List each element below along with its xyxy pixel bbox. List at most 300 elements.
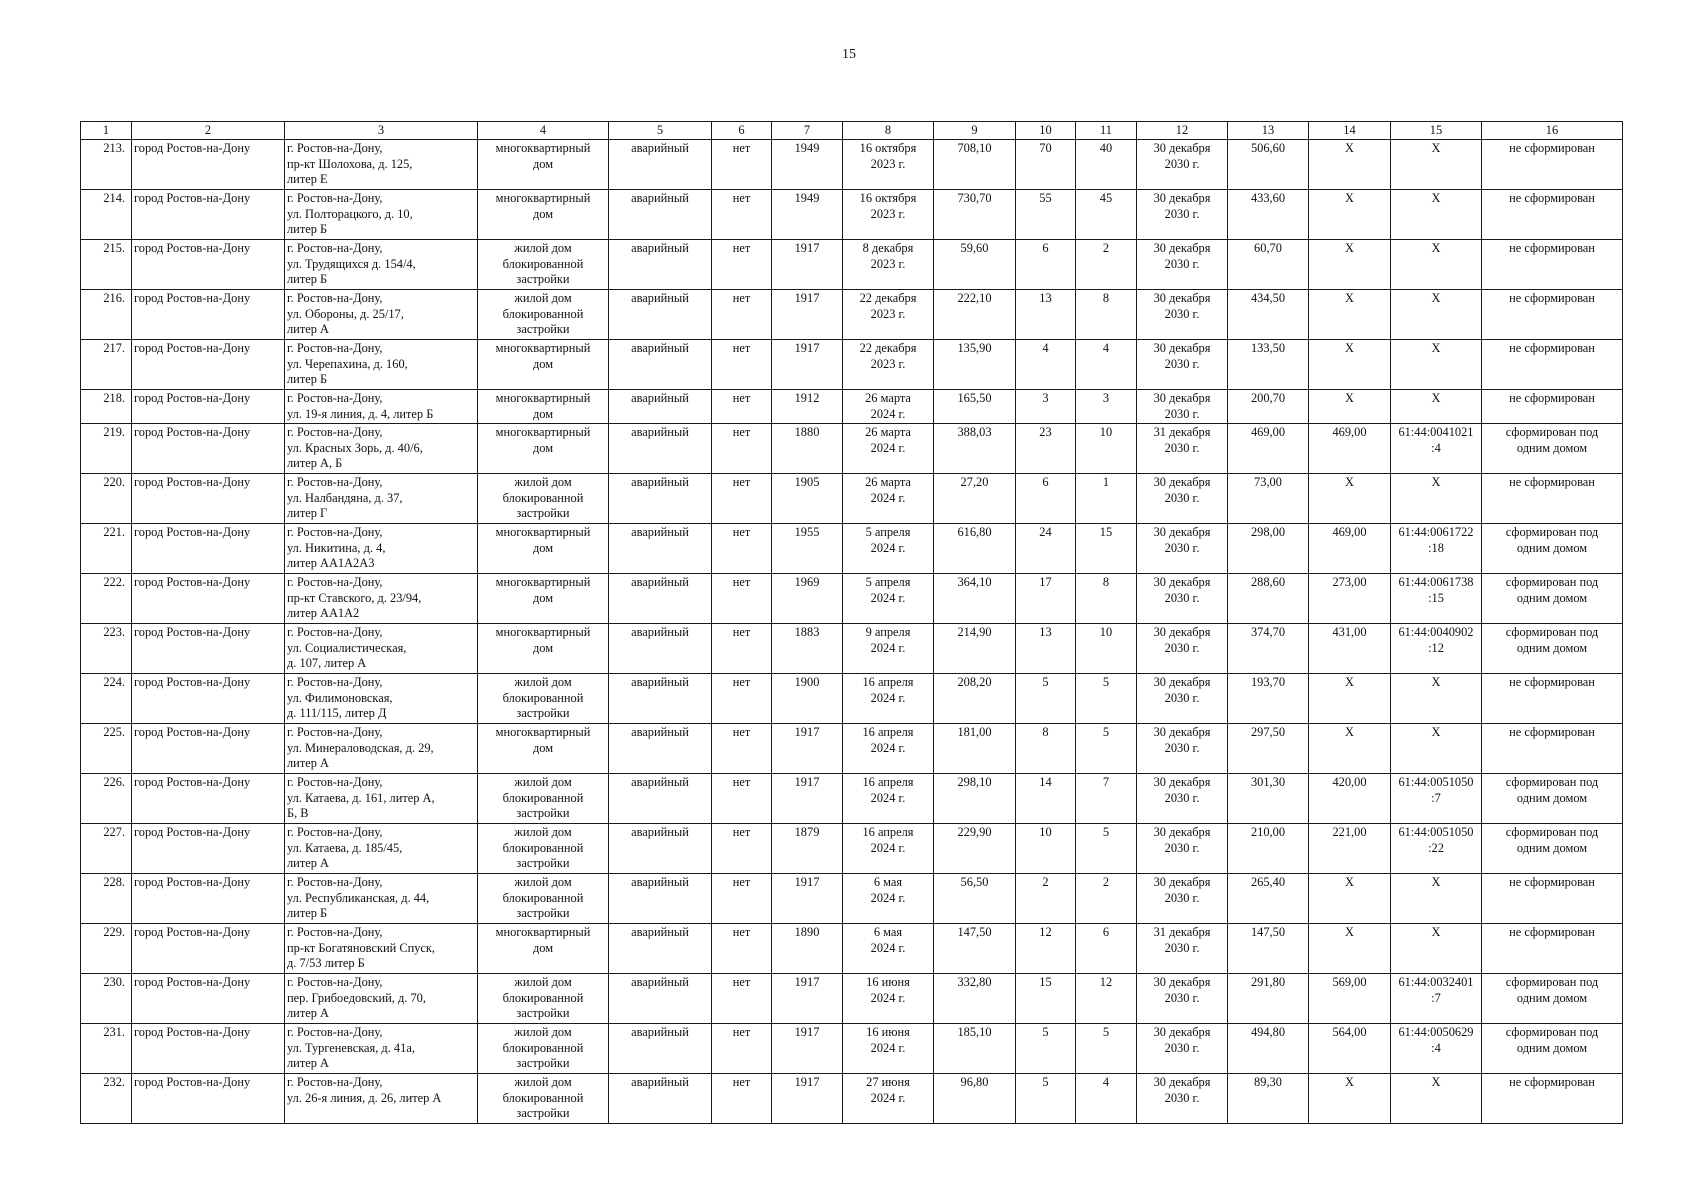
condition-cell: аварийный [609,424,712,474]
deadline-cell-line: 30 декабря [1153,875,1211,889]
cadastral-number-cell [1391,974,1482,1024]
count-cell-10: 12 [1016,924,1076,974]
house-type-cell-line: блокированной [502,690,584,705]
deadline-cell [1137,190,1228,240]
land-plot-status-cell [1482,874,1623,924]
count-cell-11: 40 [1076,140,1137,190]
recognition-date-cell [843,824,934,874]
row-number-cell: 214. [81,190,132,240]
house-type-cell-line: дом [532,156,554,171]
value-cell-14: X [1309,924,1391,974]
count-cell-11: 10 [1076,624,1137,674]
table-row [81,974,1623,1024]
deadline-cell-line: 2030 г. [1164,256,1200,271]
year-cell: 1917 [772,974,843,1024]
land-plot-status-cell-line: сформирован под [1505,575,1599,589]
deadline-cell [1137,424,1228,474]
value-cell-14: 469,00 [1309,524,1391,574]
address-cell-line: ул. Филимоновская, [287,690,393,705]
address-cell [285,524,478,574]
condition-cell: аварийный [609,140,712,190]
row-number-cell: 220. [81,474,132,524]
address-cell-line: литер Б [287,222,328,236]
value-cell-13: 200,70 [1228,390,1309,424]
year-cell: 1917 [772,290,843,340]
value-cell-14: X [1309,724,1391,774]
year-cell: 1917 [772,724,843,774]
municipality-cell: город Ростов-на-Дону [132,140,285,190]
condition-cell: аварийный [609,240,712,290]
recognition-date-cell [843,724,934,774]
condition-cell: аварийный [609,290,712,340]
column-number-header: 15 [1391,122,1482,140]
deadline-cell-line: 30 декабря [1153,341,1211,355]
house-type-cell [478,340,609,390]
house-type-cell-line: застройки [516,1106,570,1120]
address-cell-line: г. Ростов-на-Дону, [287,875,383,889]
address-cell-line: г. Ростов-на-Дону, [287,925,383,939]
area-cell: 96,80 [934,1074,1016,1124]
recognition-date-cell-line: 2024 г. [870,990,906,1005]
land-plot-status-cell [1482,624,1623,674]
house-type-cell [478,1074,609,1124]
house-type-cell-line: блокированной [502,1090,584,1105]
column-number-header: 9 [934,122,1016,140]
deadline-cell-line: 2030 г. [1164,156,1200,171]
condition-cell: аварийный [609,524,712,574]
address-cell-line: литер А [287,756,329,770]
area-cell: 165,50 [934,390,1016,424]
count-cell-10: 6 [1016,240,1076,290]
cadastral-number-cell [1391,390,1482,424]
year-cell: 1917 [772,1024,843,1074]
condition-cell: аварийный [609,340,712,390]
deadline-cell [1137,574,1228,624]
house-type-cell-line: блокированной [502,990,584,1005]
address-cell-line: ул. Красных Зорь, д. 40/6, [287,440,423,455]
house-type-cell-line: многоквартирный [495,525,591,539]
house-type-cell-line: дом [532,740,554,755]
cadastral-number-cell [1391,624,1482,674]
area-cell: 616,80 [934,524,1016,574]
recognition-date-cell [843,140,934,190]
cadastral-number-cell-line: 61:44:0051050 [1398,825,1474,839]
column-number-row [81,122,1623,140]
recognition-date-cell-line: 2024 г. [870,840,906,855]
deadline-cell-line: 2030 г. [1164,940,1200,955]
address-cell [285,424,478,474]
municipality-cell: город Ростов-на-Дону [132,240,285,290]
land-plot-status-cell [1482,574,1623,624]
house-type-cell [478,924,609,974]
land-plot-status-cell-line: не сформирован [1509,925,1595,939]
flag-cell: нет [712,824,772,874]
cadastral-number-cell [1391,924,1482,974]
land-plot-status-cell [1482,140,1623,190]
cadastral-number-cell-line: X [1431,241,1441,255]
recognition-date-cell [843,1074,934,1124]
address-cell-line: г. Ростов-на-Дону, [287,191,383,205]
cadastral-number-cell [1391,1024,1482,1074]
municipality-cell: город Ростов-на-Дону [132,674,285,724]
count-cell-11: 12 [1076,974,1137,1024]
address-cell-line: ул. Республиканская, д. 44, [287,890,430,905]
land-plot-status-cell-line: не сформирован [1509,191,1595,205]
land-plot-status-cell-line: одним домом [1516,540,1588,555]
deadline-cell-line: 2030 г. [1164,206,1200,221]
house-type-cell-line: жилой дом [514,775,572,789]
house-type-cell [478,140,609,190]
flag-cell: нет [712,574,772,624]
address-cell-line: г. Ростов-на-Дону, [287,341,383,355]
municipality-cell: город Ростов-на-Дону [132,724,285,774]
cadastral-number-cell [1391,190,1482,240]
house-type-cell-line: застройки [516,906,570,920]
row-number-cell: 219. [81,424,132,474]
land-plot-status-cell-line: не сформирован [1509,875,1595,889]
address-cell [285,474,478,524]
condition-cell: аварийный [609,674,712,724]
area-cell: 214,90 [934,624,1016,674]
cadastral-number-cell-line: 61:44:0041021 [1398,425,1474,439]
house-type-cell-line: застройки [516,322,570,336]
cadastral-number-cell-line: X [1431,191,1441,205]
house-type-cell-line: дом [532,640,554,655]
recognition-date-cell-line: 6 мая [873,925,903,939]
column-number-header: 5 [609,122,712,140]
house-type-cell-line: застройки [516,1006,570,1020]
recognition-date-cell [843,290,934,340]
count-cell-10: 5 [1016,674,1076,724]
address-cell [285,1024,478,1074]
deadline-cell-line: 2030 г. [1164,306,1200,321]
recognition-date-cell-line: 2024 г. [870,640,906,655]
house-type-cell-line: блокированной [502,790,584,805]
value-cell-13: 210,00 [1228,824,1309,874]
condition-cell: аварийный [609,774,712,824]
house-type-cell-line: застройки [516,806,570,820]
count-cell-10: 3 [1016,390,1076,424]
house-type-cell [478,424,609,474]
house-type-cell-line: многоквартирный [495,925,591,939]
house-type-cell [478,390,609,424]
house-type-cell [478,624,609,674]
address-cell-line: литер Е [287,172,328,186]
recognition-date-cell-line: 2024 г. [870,1040,906,1055]
area-cell: 185,10 [934,1024,1016,1074]
address-cell-line: г. Ростов-на-Дону, [287,475,383,489]
recognition-date-cell-line: 2023 г. [870,156,906,171]
column-number-header: 11 [1076,122,1137,140]
deadline-cell-line: 2030 г. [1164,490,1200,505]
address-cell [285,574,478,624]
cadastral-number-cell-line: X [1431,475,1441,489]
address-cell-line: ул. 26-я линия, д. 26, литер А [287,1090,442,1105]
table-row [81,674,1623,724]
land-plot-status-cell-line: сформирован под [1505,525,1599,539]
house-type-cell-line: дом [532,440,554,455]
recognition-date-cell-line: 2024 г. [870,740,906,755]
address-cell [285,190,478,240]
row-number-cell: 232. [81,1074,132,1124]
land-plot-status-cell [1482,424,1623,474]
municipality-cell: город Ростов-на-Дону [132,424,285,474]
count-cell-10: 23 [1016,424,1076,474]
count-cell-11: 5 [1076,824,1137,874]
cadastral-number-cell-line: X [1431,391,1441,405]
count-cell-10: 5 [1016,1074,1076,1124]
value-cell-13: 73,00 [1228,474,1309,524]
flag-cell: нет [712,724,772,774]
deadline-cell-line: 2030 г. [1164,890,1200,905]
address-cell-line: литер А [287,322,329,336]
recognition-date-cell-line: 16 октября [859,191,917,205]
count-cell-11: 2 [1076,240,1137,290]
year-cell: 1917 [772,1074,843,1124]
value-cell-13: 291,80 [1228,974,1309,1024]
address-cell-line: литер А [287,856,329,870]
row-number-cell: 225. [81,724,132,774]
cadastral-number-cell [1391,340,1482,390]
recognition-date-cell-line: 2023 г. [870,206,906,221]
deadline-cell-line: 2030 г. [1164,990,1200,1005]
flag-cell: нет [712,974,772,1024]
value-cell-14: X [1309,390,1391,424]
deadline-cell [1137,674,1228,724]
deadline-cell [1137,290,1228,340]
address-cell-line: д. 107, литер А [287,656,367,670]
house-type-cell [478,524,609,574]
house-type-cell-line: жилой дом [514,241,572,255]
land-plot-status-cell-line: не сформирован [1509,341,1595,355]
deadline-cell [1137,724,1228,774]
house-type-cell [478,240,609,290]
column-number-header: 8 [843,122,934,140]
address-cell-line: литер Б [287,272,328,286]
recognition-date-cell [843,474,934,524]
area-cell: 59,60 [934,240,1016,290]
deadline-cell-line: 31 декабря [1153,425,1211,439]
recognition-date-cell [843,424,934,474]
value-cell-14: X [1309,474,1391,524]
house-type-cell-line: многоквартирный [495,725,591,739]
address-cell [285,1074,478,1124]
count-cell-11: 45 [1076,190,1137,240]
cadastral-number-cell-line: 61:44:0050629 [1398,1025,1474,1039]
house-type-cell-line: жилой дом [514,975,572,989]
address-cell-line: ул. Катаева, д. 161, литер А, [287,790,435,805]
cadastral-number-cell-line: 61:44:0061722 [1398,525,1474,539]
municipality-cell: город Ростов-на-Дону [132,774,285,824]
house-type-cell [478,674,609,724]
deadline-cell-line: 30 декабря [1153,625,1211,639]
house-type-cell [478,290,609,340]
count-cell-10: 13 [1016,290,1076,340]
cadastral-number-cell-line: 61:44:0061738 [1398,575,1474,589]
value-cell-13: 60,70 [1228,240,1309,290]
column-number-header: 10 [1016,122,1076,140]
land-plot-status-cell [1482,724,1623,774]
row-number-cell: 213. [81,140,132,190]
table-row [81,874,1623,924]
column-number-header: 4 [478,122,609,140]
address-cell-line: литер Г [287,506,328,520]
row-number-cell: 221. [81,524,132,574]
year-cell: 1917 [772,874,843,924]
address-cell-line: ул. Тургеневская, д. 41а, [287,1040,415,1055]
house-type-cell [478,190,609,240]
value-cell-14: X [1309,140,1391,190]
land-plot-status-cell-line: сформирован под [1505,1025,1599,1039]
recognition-date-cell-line: 26 марта [865,475,911,489]
condition-cell: аварийный [609,1074,712,1124]
land-plot-status-cell [1482,924,1623,974]
column-number-header: 2 [132,122,285,140]
flag-cell: нет [712,190,772,240]
deadline-cell [1137,240,1228,290]
cadastral-number-cell [1391,424,1482,474]
area-cell: 332,80 [934,974,1016,1024]
count-cell-10: 15 [1016,974,1076,1024]
recognition-date-cell [843,624,934,674]
land-plot-status-cell [1482,774,1623,824]
deadline-cell [1137,1024,1228,1074]
land-plot-status-cell [1482,190,1623,240]
address-cell [285,140,478,190]
row-number-cell: 223. [81,624,132,674]
house-type-cell-line: жилой дом [514,1025,572,1039]
value-cell-14: X [1309,340,1391,390]
area-cell: 56,50 [934,874,1016,924]
recognition-date-cell-line: 16 октября [859,141,917,155]
recognition-date-cell [843,974,934,1024]
cadastral-number-cell-line: :7 [1431,990,1441,1005]
count-cell-11: 5 [1076,674,1137,724]
house-type-cell [478,824,609,874]
value-cell-13: 506,60 [1228,140,1309,190]
address-cell-line: г. Ростов-на-Дону, [287,1075,383,1089]
cadastral-number-cell [1391,874,1482,924]
deadline-cell-line: 30 декабря [1153,291,1211,305]
value-cell-13: 469,00 [1228,424,1309,474]
land-plot-status-cell-line: сформирован под [1505,775,1599,789]
deadline-cell-line: 2030 г. [1164,590,1200,605]
address-cell-line: д. 7/53 литер Б [287,956,365,970]
municipality-cell: город Ростов-на-Дону [132,290,285,340]
house-type-cell-line: многоквартирный [495,391,591,405]
recognition-date-cell-line: 2024 г. [870,940,906,955]
deadline-cell [1137,524,1228,574]
land-plot-status-cell [1482,974,1623,1024]
address-cell-line: г. Ростов-на-Дону, [287,675,383,689]
land-plot-status-cell-line: одним домом [1516,590,1588,605]
row-number-cell: 228. [81,874,132,924]
land-plot-status-cell-line: не сформирован [1509,391,1595,405]
house-type-cell [478,874,609,924]
housing-registry-table [80,121,1623,1124]
deadline-cell-line: 2030 г. [1164,1090,1200,1105]
deadline-cell-line: 2030 г. [1164,406,1200,421]
recognition-date-cell-line: 6 мая [873,875,903,889]
table-row [81,240,1623,290]
recognition-date-cell-line: 16 апреля [862,825,914,839]
deadline-cell-line: 2030 г. [1164,790,1200,805]
address-cell [285,340,478,390]
recognition-date-cell-line: 2024 г. [870,790,906,805]
recognition-date-cell-line: 2023 г. [870,256,906,271]
row-number-cell: 215. [81,240,132,290]
address-cell-line: литер Б [287,906,328,920]
cadastral-number-cell [1391,290,1482,340]
count-cell-10: 17 [1016,574,1076,624]
deadline-cell [1137,924,1228,974]
count-cell-11: 2 [1076,874,1137,924]
address-cell-line: г. Ростов-на-Дону, [287,425,383,439]
land-plot-status-cell-line: одним домом [1516,840,1588,855]
condition-cell: аварийный [609,724,712,774]
deadline-cell-line: 30 декабря [1153,975,1211,989]
recognition-date-cell-line: 2024 г. [870,890,906,905]
deadline-cell [1137,140,1228,190]
cadastral-number-cell [1391,574,1482,624]
column-number-header: 7 [772,122,843,140]
deadline-cell [1137,774,1228,824]
flag-cell: нет [712,1024,772,1074]
value-cell-13: 147,50 [1228,924,1309,974]
row-number-cell: 216. [81,290,132,340]
year-cell: 1890 [772,924,843,974]
municipality-cell: город Ростов-на-Дону [132,924,285,974]
deadline-cell [1137,340,1228,390]
cadastral-number-cell [1391,524,1482,574]
area-cell: 27,20 [934,474,1016,524]
land-plot-status-cell-line: сформирован под [1505,825,1599,839]
table-row [81,390,1623,424]
table-row [81,1024,1623,1074]
count-cell-10: 2 [1016,874,1076,924]
row-number-cell: 231. [81,1024,132,1074]
count-cell-10: 55 [1016,190,1076,240]
recognition-date-cell-line: 2024 г. [870,440,906,455]
recognition-date-cell-line: 2023 г. [870,306,906,321]
year-cell: 1917 [772,340,843,390]
recognition-date-cell-line: 16 июня [866,1025,910,1039]
flag-cell: нет [712,524,772,574]
house-type-cell-line: жилой дом [514,1075,572,1089]
area-cell: 208,20 [934,674,1016,724]
flag-cell: нет [712,424,772,474]
flag-cell: нет [712,624,772,674]
cadastral-number-cell [1391,774,1482,824]
house-type-cell-line: застройки [516,1056,570,1070]
condition-cell: аварийный [609,624,712,674]
land-plot-status-cell-line: не сформирован [1509,475,1595,489]
address-cell-line: пр-кт Шолохова, д. 125, [287,156,413,171]
land-plot-status-cell [1482,474,1623,524]
cadastral-number-cell-line: X [1431,141,1441,155]
house-type-cell-line: многоквартирный [495,625,591,639]
table-row [81,340,1623,390]
house-type-cell [478,724,609,774]
house-type-cell-line: многоквартирный [495,425,591,439]
count-cell-10: 10 [1016,824,1076,874]
table-row [81,924,1623,974]
house-type-cell [478,574,609,624]
value-cell-14: X [1309,240,1391,290]
value-cell-13: 374,70 [1228,624,1309,674]
count-cell-11: 8 [1076,290,1137,340]
recognition-date-cell-line: 2024 г. [870,690,906,705]
